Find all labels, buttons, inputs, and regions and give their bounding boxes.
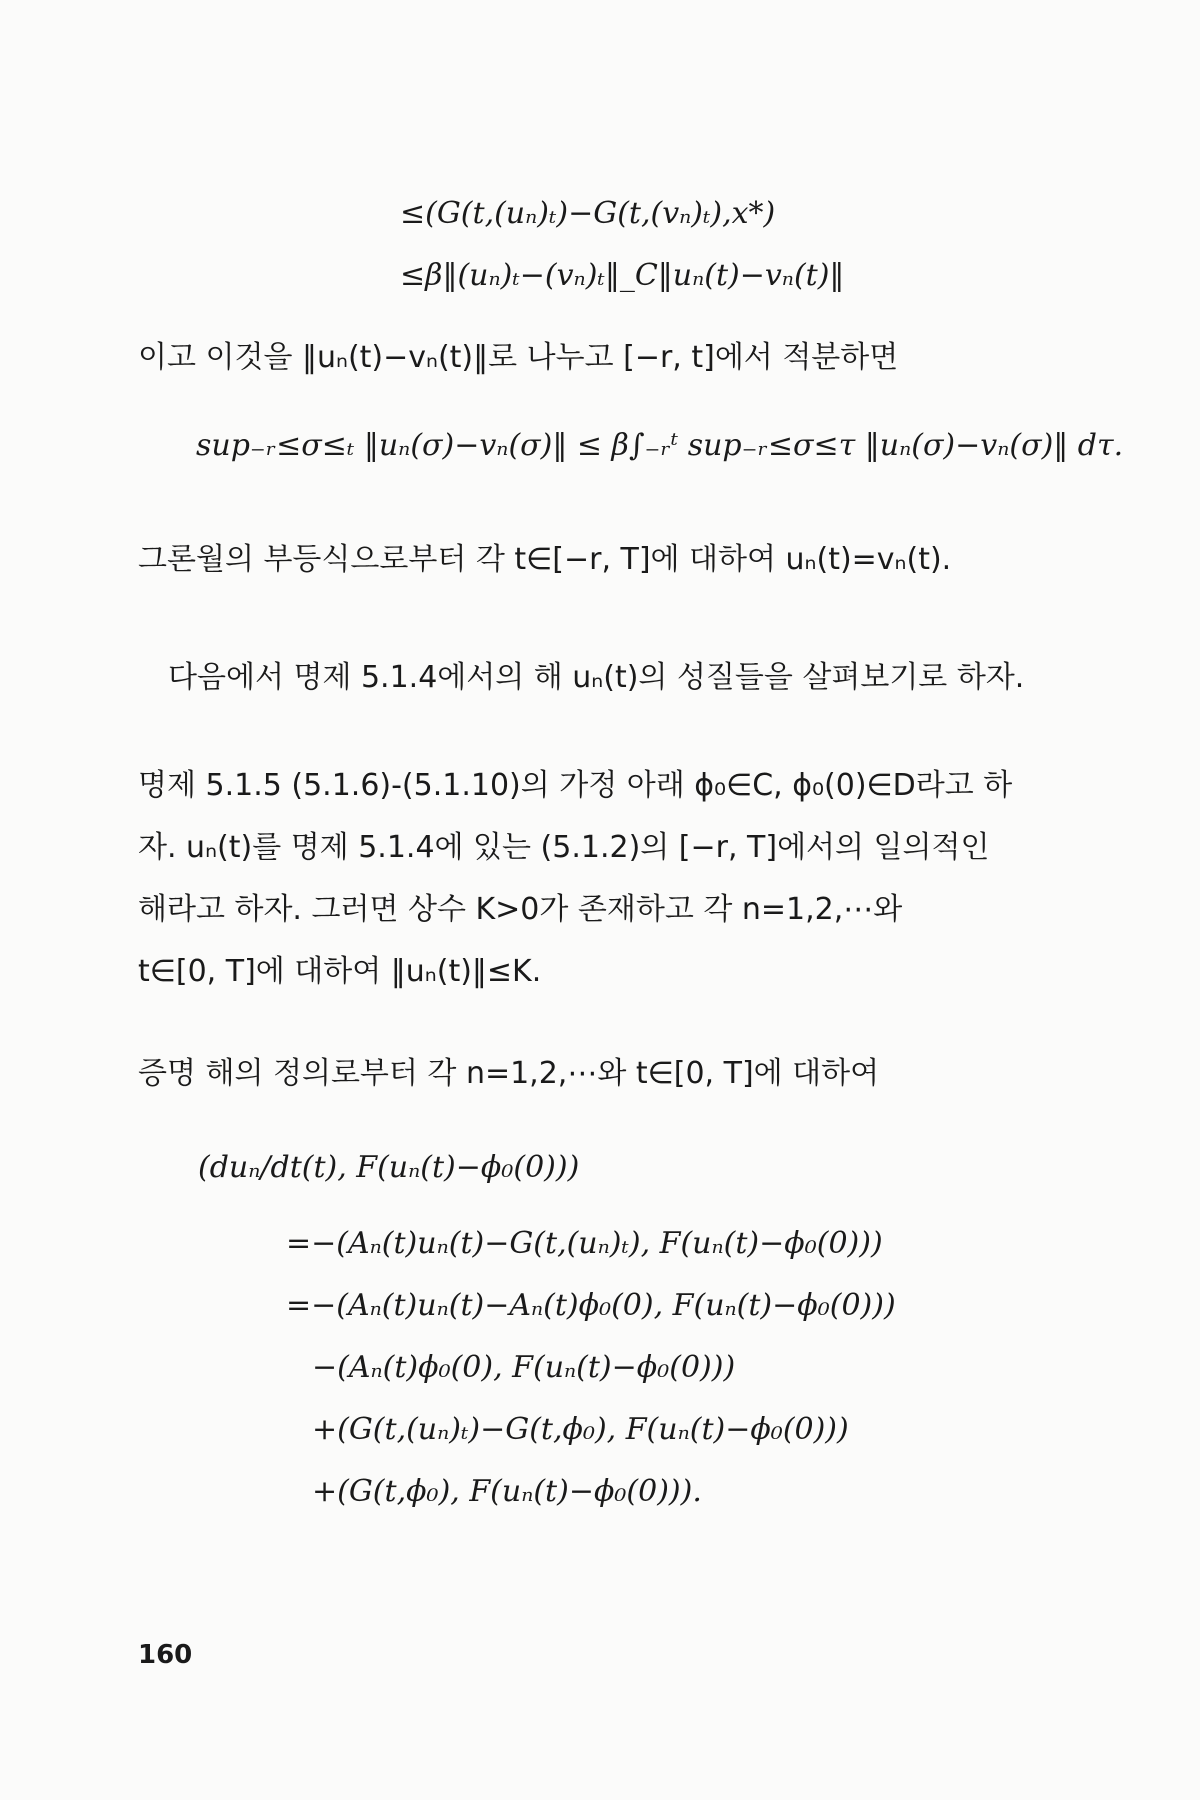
proof-equation-4: −(Aₙ(t)ϕ₀(0), F(uₙ(t)−ϕ₀(0))) bbox=[312, 1350, 736, 1385]
page-number: 160 bbox=[138, 1640, 193, 1670]
text-line-next: 다음에서 명제 5.1.4에서의 해 uₙ(t)의 성질들을 살펴보기로 하자. bbox=[168, 660, 1025, 695]
proof-equation-5: +(G(t,(uₙ)ₜ)−G(t,ϕ₀), F(uₙ(t)−ϕ₀(0))) bbox=[312, 1412, 849, 1447]
proof-equation-1: (duₙ/dt(t), F(uₙ(t)−ϕ₀(0))) bbox=[198, 1150, 580, 1185]
proposition-line-1: 명제 5.1.5 (5.1.6)-(5.1.10)의 가정 아래 ϕ₀∈C, ϕ₀(0)∈D라고 하 bbox=[138, 768, 1013, 803]
proposition-line-2: 자. uₙ(t)를 명제 5.1.4에 있는 (5.1.2)의 [−r, T]에서의 일의적인 bbox=[138, 830, 990, 865]
proof-line-1: 증명 해의 정의로부터 각 n=1,2,⋯와 t∈[0, T]에 대하여 bbox=[138, 1056, 880, 1091]
proof-equation-2: =−(Aₙ(t)uₙ(t)−G(t,(uₙ)ₜ), F(uₙ(t)−ϕ₀(0))) bbox=[286, 1226, 883, 1261]
equation-sup-inequality: sup₋ᵣ≤σ≤ₜ ‖uₙ(σ)−vₙ(σ)‖ ≤ β∫₋ᵣᵗ sup₋ᵣ≤σ≤τ ‖uₙ(σ)−vₙ(σ)‖ dτ. bbox=[196, 428, 1124, 463]
equation-line-1: ≤(G(t,(uₙ)ₜ)−G(t,(vₙ)ₜ),x*) bbox=[400, 196, 776, 231]
proof-equation-6: +(G(t,ϕ₀), F(uₙ(t)−ϕ₀(0))). bbox=[312, 1474, 702, 1509]
equation-line-2: ≤β‖(uₙ)ₜ−(vₙ)ₜ‖_C‖uₙ(t)−vₙ(t)‖ bbox=[400, 258, 845, 293]
proof-equation-3: =−(Aₙ(t)uₙ(t)−Aₙ(t)ϕ₀(0), F(uₙ(t)−ϕ₀(0))) bbox=[286, 1288, 896, 1323]
text-line-integrate: 이고 이것을 ‖uₙ(t)−vₙ(t)‖로 나누고 [−r, t]에서 적분하면 bbox=[138, 340, 899, 375]
proposition-line-4: t∈[0, T]에 대하여 ‖uₙ(t)‖≤K. bbox=[138, 954, 542, 989]
text-line-gronwall: 그론월의 부등식으로부터 각 t∈[−r, T]에 대하여 uₙ(t)=vₙ(t). bbox=[138, 542, 952, 577]
proposition-line-3: 해라고 하자. 그러면 상수 K>0가 존재하고 각 n=1,2,⋯와 bbox=[138, 892, 903, 927]
